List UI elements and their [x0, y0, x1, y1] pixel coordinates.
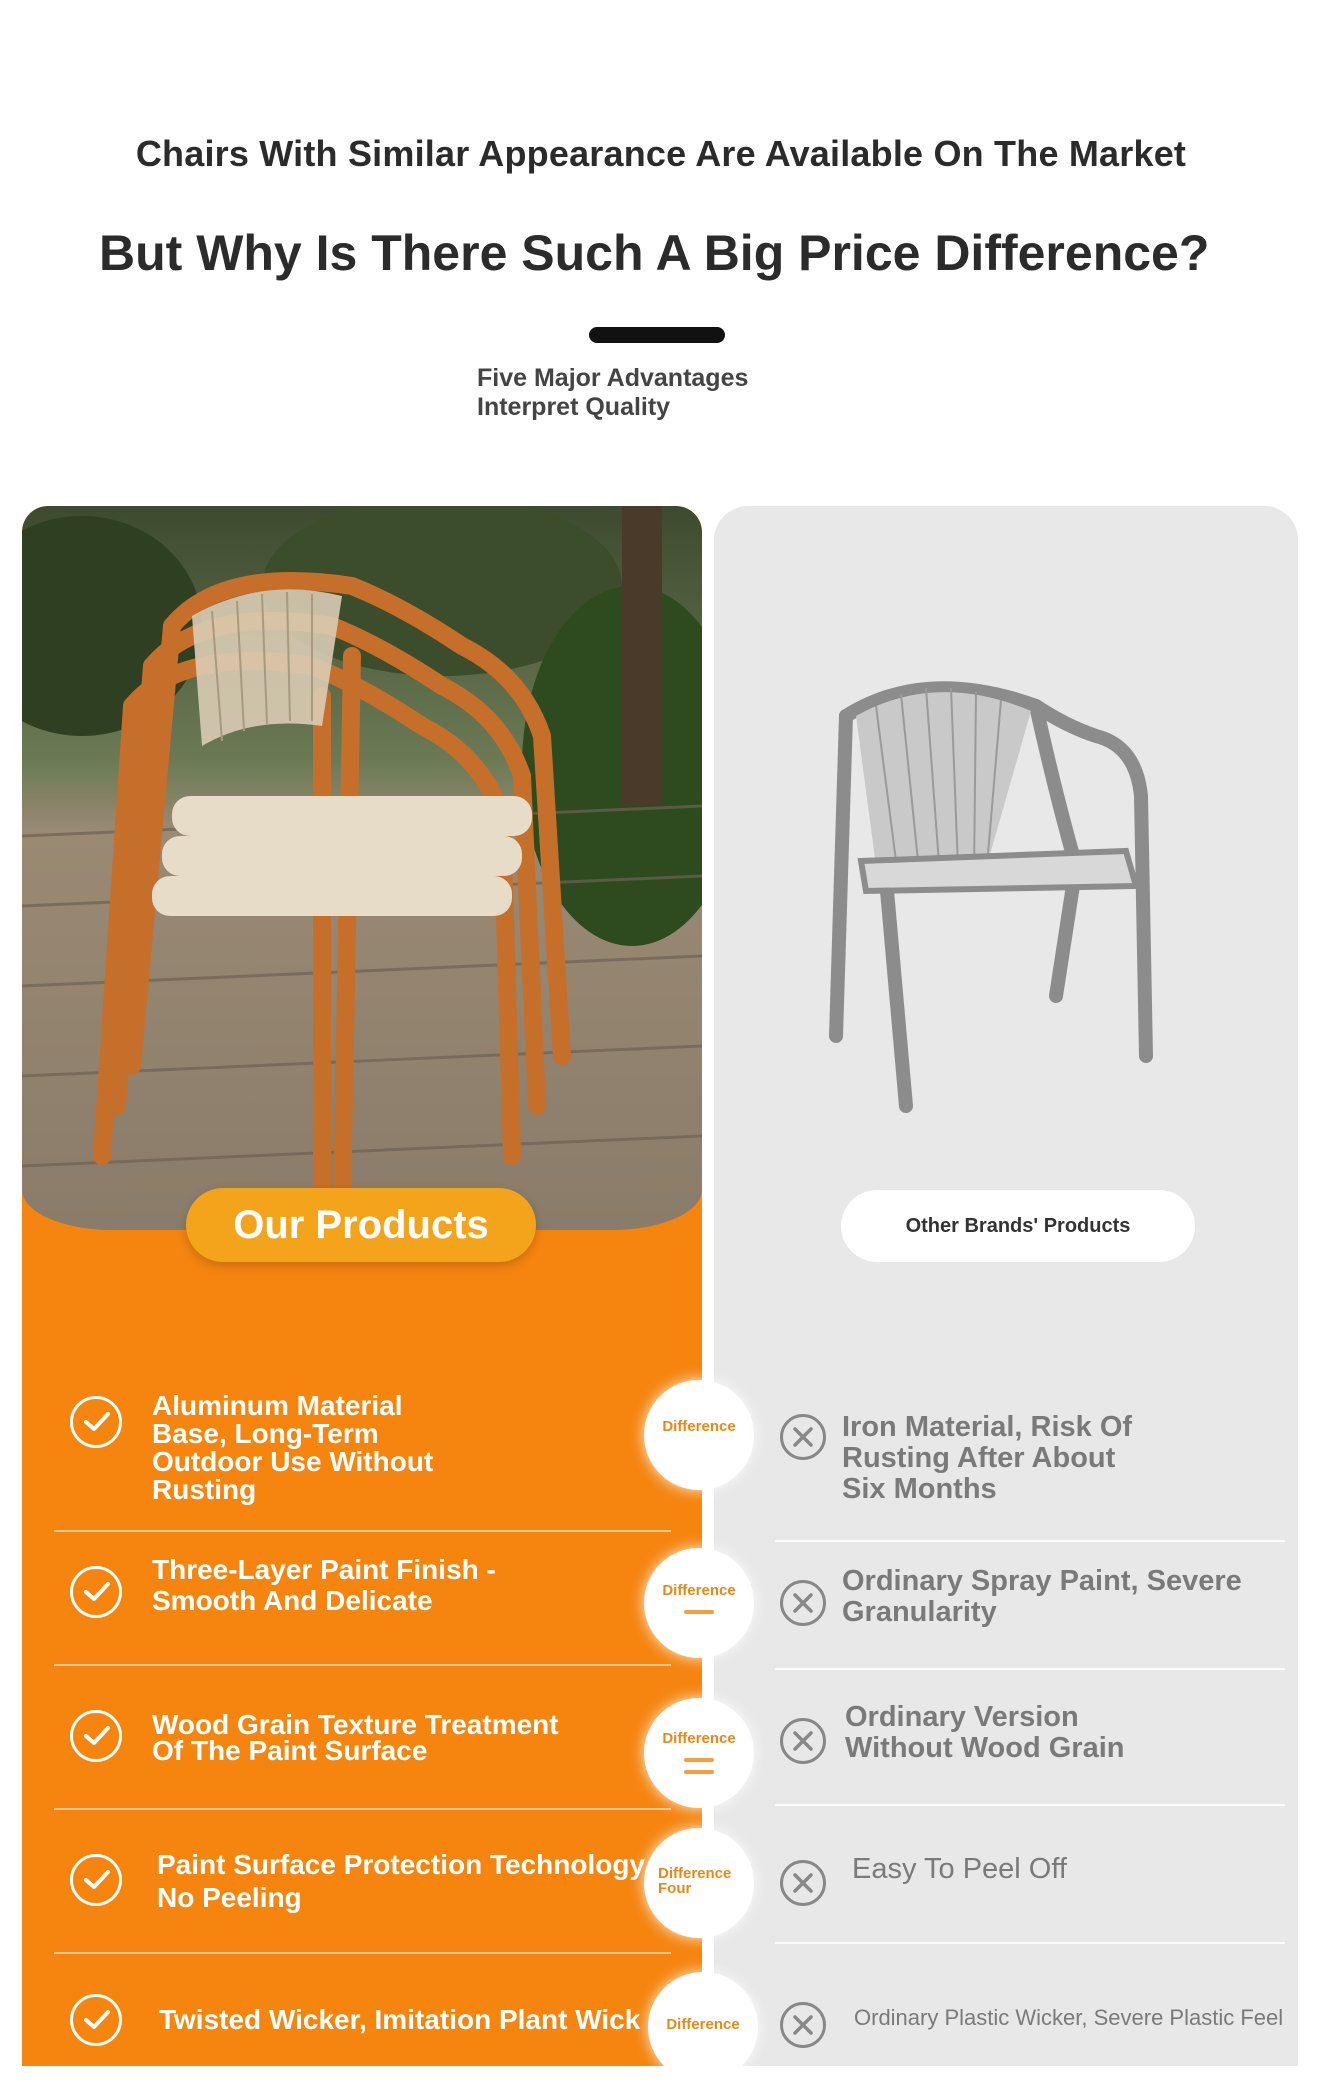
tagline-line-2: Interpret Quality	[477, 393, 671, 421]
row-separator	[775, 1668, 1285, 1670]
x-icon	[780, 1860, 826, 1906]
other-weakness-text: Easy To Peel Off	[852, 1853, 1067, 1885]
check-icon	[70, 1710, 122, 1762]
row-separator	[54, 1808, 671, 1810]
check-icon	[70, 1994, 122, 2046]
tagline	[477, 364, 748, 422]
row-separator	[54, 1952, 671, 1954]
row-separator	[775, 1540, 1285, 1542]
tagline-line-1: Five Major Advantages	[477, 364, 749, 392]
row-separator	[54, 1664, 671, 1666]
x-icon	[780, 2002, 826, 2048]
stacked-orange-chairs-illustration	[22, 506, 702, 1230]
x-icon	[780, 1718, 826, 1764]
our-advantage-text: Aluminum Material Base, Long-Term Outdoor Use Without Rusting	[152, 1390, 434, 1505]
other-weakness-text: Ordinary Spray Paint, Severe Granularity	[842, 1565, 1242, 1628]
x-icon	[780, 1414, 826, 1460]
page-subtitle: Chairs With Similar Appearance Are Available On The Market	[135, 133, 1187, 174]
other-weakness-text: Ordinary Plastic Wicker, Severe Plastic Feel	[854, 2005, 1284, 2030]
our-advantage-text: Paint Surface Protection Technology No Peeling	[157, 1849, 646, 1913]
page-title: But Why Is There Such A Big Price Difference?	[99, 225, 1210, 281]
other-weakness-text: Iron Material, Risk Of Rusting After About Six Months	[842, 1411, 1133, 1505]
our-advantage-text: Twisted Wicker, Imitation Plant Wick	[159, 2006, 641, 2034]
difference-badge: Difference	[644, 1380, 754, 1490]
other-weakness-text: Ordinary Version Without Wood Grain	[845, 1701, 1125, 1764]
row-separator	[54, 1530, 671, 1532]
check-icon	[70, 1854, 122, 1906]
x-icon	[780, 1580, 826, 1626]
difference-badge: Difference	[644, 1698, 754, 1808]
other-brands-label: Other Brands' Products	[841, 1190, 1195, 1262]
our-products-photo	[22, 506, 702, 1230]
our-advantage-text: Wood Grain Texture Treatment Of The Paint Surface	[152, 1709, 559, 1766]
check-icon	[70, 1396, 122, 1448]
gray-chair-illustration	[806, 656, 1186, 1116]
difference-badge: Difference	[648, 1972, 758, 2082]
check-icon	[70, 1566, 122, 1618]
difference-badge: Difference	[644, 1548, 754, 1658]
title-divider	[589, 327, 725, 343]
row-separator	[775, 1804, 1285, 1806]
difference-badge: Difference Four	[644, 1828, 754, 1938]
our-products-label: Our Products	[186, 1188, 536, 1262]
row-separator	[775, 1942, 1285, 1944]
our-products-panel	[22, 506, 702, 2066]
other-brands-panel	[714, 506, 1298, 2066]
our-advantage-text: Three-Layer Paint Finish - Smooth And Delicate	[152, 1554, 496, 1616]
